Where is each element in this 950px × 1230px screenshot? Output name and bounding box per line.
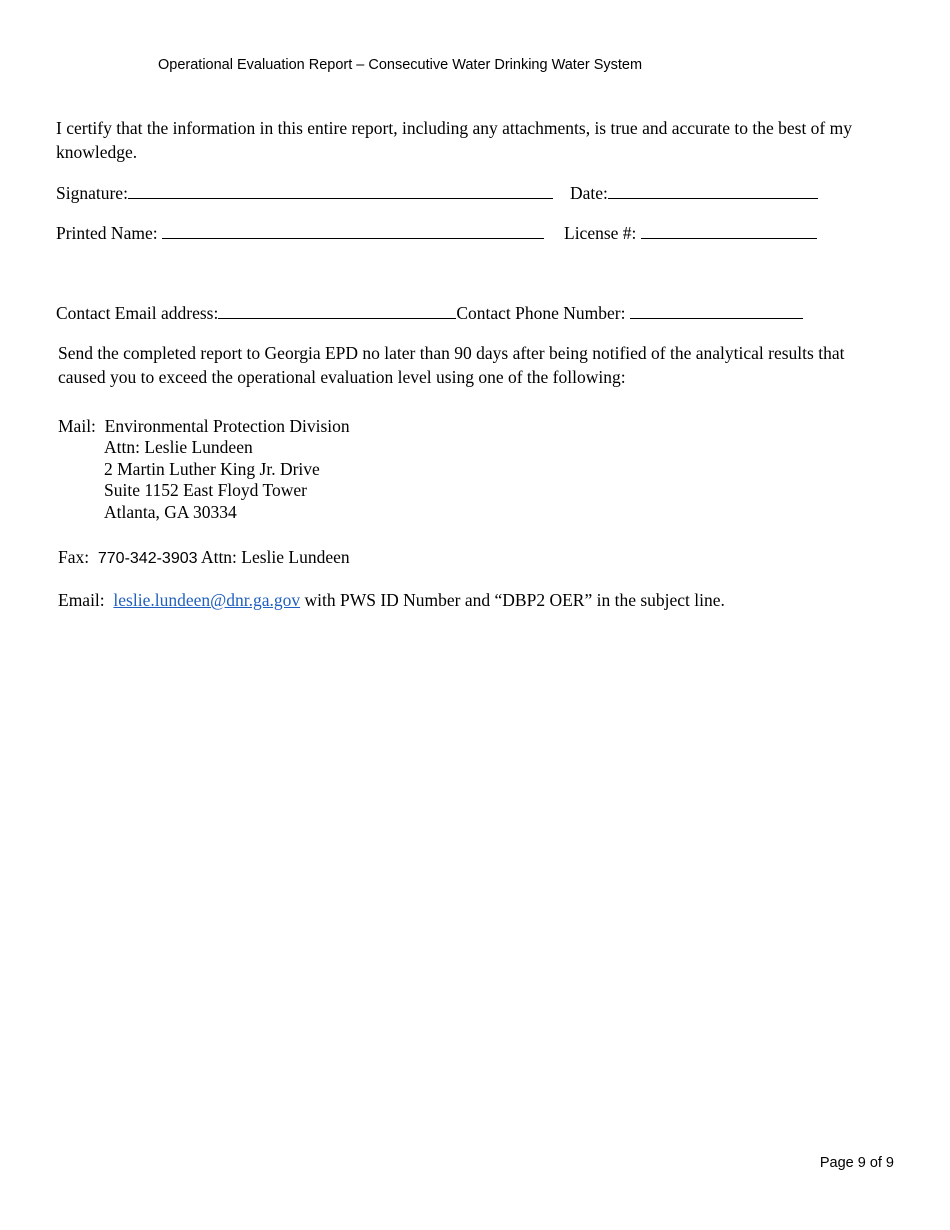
fax-line <box>58 545 350 571</box>
contact-phone-field[interactable] <box>630 301 803 319</box>
submission-instructions: Send the completed report to Georgia EPD no later than 90 days after being notified of the analytical results that caused you to exceed the operational evaluation level using one of the following: <box>58 343 845 387</box>
printed-name-field[interactable] <box>162 221 544 239</box>
fax-number: 770-342-3903 <box>97 550 198 567</box>
email-instructions: with PWS ID Number and “DBP2 OER” in the subject line. <box>304 590 725 610</box>
contact-email-label: Contact Email address: <box>56 303 219 323</box>
page-number: Page 9 of 9 <box>819 1155 894 1171</box>
signature-row <box>56 181 553 205</box>
email-label: Email: <box>58 590 105 610</box>
printed-name-label: Printed Name: <box>56 223 158 243</box>
printed-name-row <box>56 221 544 245</box>
license-label: License #: <box>564 223 637 243</box>
license-field[interactable] <box>641 221 817 239</box>
mail-address-line-2: Attn: Leslie Lundeen <box>104 437 253 458</box>
license-row <box>564 221 817 245</box>
date-field[interactable] <box>608 181 818 199</box>
date-row <box>570 181 818 205</box>
mail-block <box>58 416 350 523</box>
mail-address-line-1: Environmental Protection Division <box>104 416 350 436</box>
contact-phone-label: Contact Phone Number: <box>456 303 626 323</box>
fax-attn: Attn: Leslie Lundeen <box>200 547 350 567</box>
certification-statement: I certify that the information in this entire report, including any attachments, is true and accurate to the best of my knowledge. <box>56 118 852 162</box>
fax-label: Fax: <box>58 547 90 567</box>
contact-email-field[interactable] <box>218 301 456 319</box>
mail-label: Mail: <box>58 416 96 436</box>
signature-label: Signature: <box>56 183 128 203</box>
contact-row <box>56 301 803 325</box>
date-label: Date: <box>570 183 608 203</box>
email-link[interactable]: leslie.lundeen@dnr.ga.gov <box>113 590 301 610</box>
mail-address-line-3: 2 Martin Luther King Jr. Drive <box>104 458 320 479</box>
signature-field[interactable] <box>128 181 553 199</box>
page-header: Operational Evaluation Report – Consecutive Water Drinking Water System <box>158 57 643 73</box>
mail-address-line-4: Suite 1152 East Floyd Tower <box>104 480 307 501</box>
email-line <box>58 588 725 612</box>
mail-address-line-5: Atlanta, GA 30334 <box>104 501 237 522</box>
